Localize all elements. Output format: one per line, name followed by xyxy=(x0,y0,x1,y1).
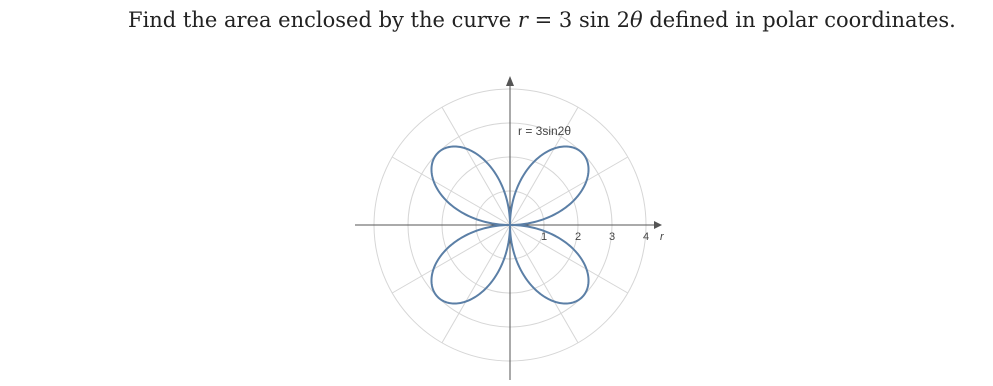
r-tick-label-4: 4 xyxy=(642,231,650,243)
r-tick-label-2: 2 xyxy=(574,231,582,243)
problem-prefix: Find the area enclosed by the curve xyxy=(128,8,518,32)
y-axis-arrow xyxy=(506,76,514,86)
r-tick-label-1: 1 xyxy=(540,231,548,243)
theta-variable: θ xyxy=(630,8,643,32)
curve-label: r = 3sin2θ xyxy=(518,124,572,138)
problem-suffix: defined in polar coordinates. xyxy=(642,8,956,32)
equation-body: = 3 sin 2 xyxy=(527,8,631,32)
r-axis-label: r xyxy=(660,231,664,243)
x-axis-arrow xyxy=(654,221,662,229)
r-variable: r xyxy=(517,8,528,32)
r-tick-label-3: 3 xyxy=(608,231,616,243)
